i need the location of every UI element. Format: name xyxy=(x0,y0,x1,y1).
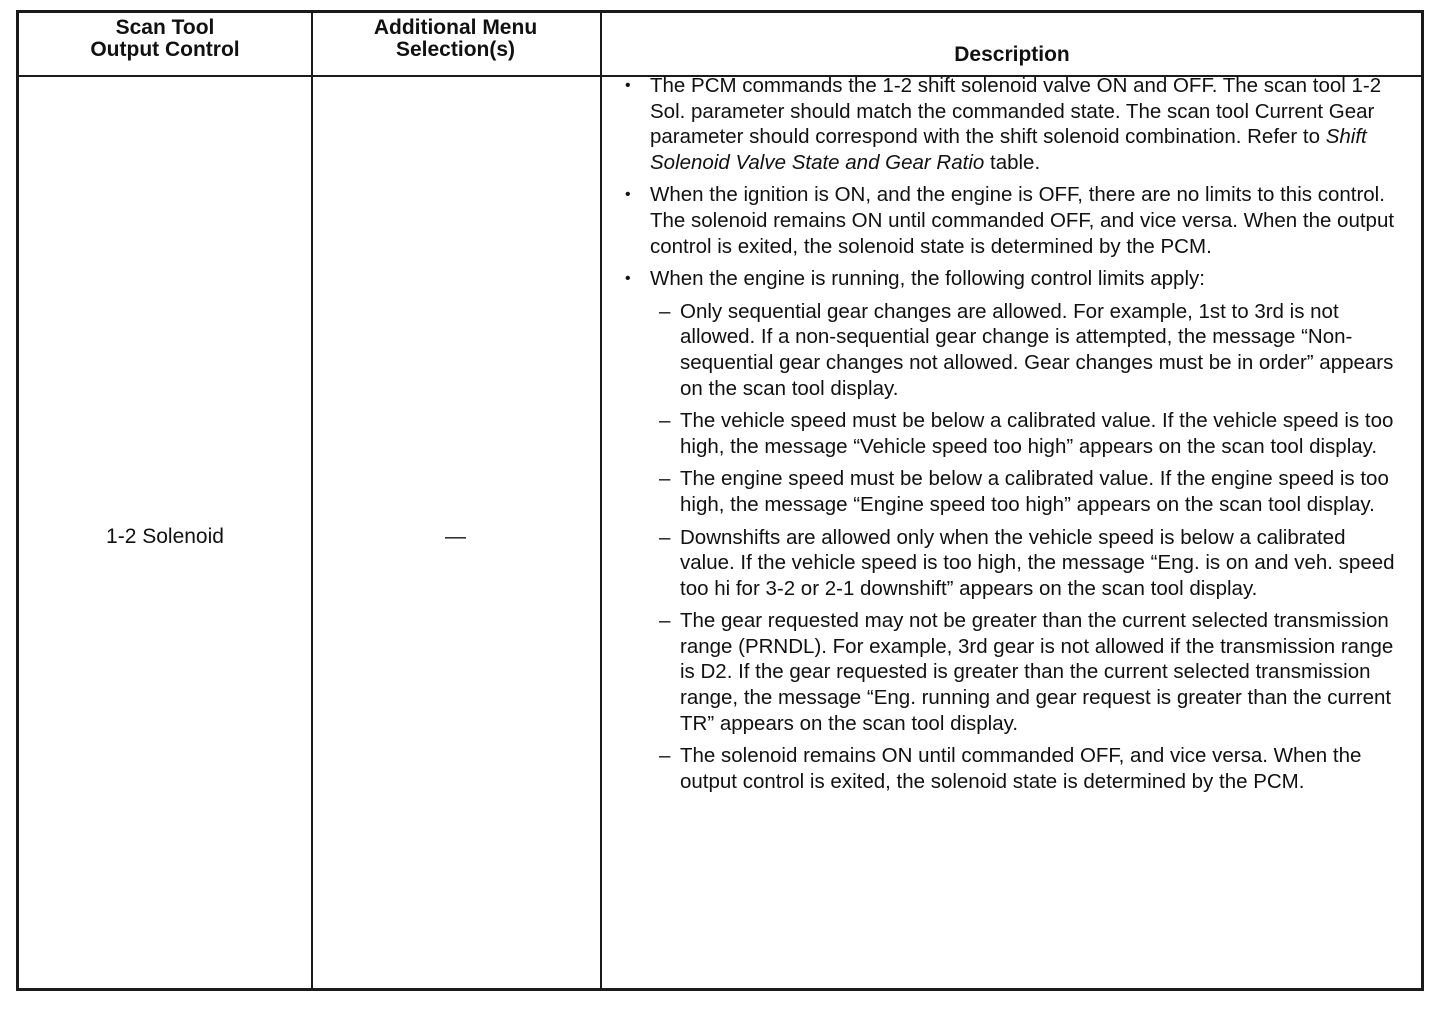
bullet-text: When the ignition is ON, and the engine is OFF, there are no limits to this control. The solenoid remains ON until commanded OFF, and vice versa. When the output control is exited, the solenoid state is determined by the PCM. xyxy=(650,183,1395,258)
header-text: Output Control xyxy=(90,38,240,61)
header-description xyxy=(600,13,1424,75)
dash-mark: – xyxy=(659,744,671,768)
dash-mark: – xyxy=(659,409,671,433)
header-text: Description xyxy=(954,43,1070,66)
column-divider xyxy=(600,13,602,988)
dash-mark: – xyxy=(659,467,671,491)
bullet-text: The PCM commands the 1-2 shift solenoid valve ON and OFF. The scan tool 1-2 Sol. parameter should match the commanded state. The scan tool Current Gear parameter should correspond with the shift solenoid combination. Refer to xyxy=(650,74,1382,149)
bullet-item xyxy=(620,266,1402,292)
sub-item xyxy=(620,466,1402,517)
header-text: Selection(s) xyxy=(395,38,516,61)
table-reference: Shift Solenoid Valve State and Gear Ratio xyxy=(650,125,1367,174)
menu-selection-cell: — xyxy=(445,525,466,548)
description-cell xyxy=(620,73,1402,801)
sub-item xyxy=(620,299,1402,401)
output-control-cell: 1-2 Solenoid xyxy=(106,525,224,548)
header-additional-menu-selections xyxy=(311,13,600,75)
sub-item-text: The gear requested may not be greater than the current selected transmission range (PRNDL). For example, 3rd gear is not allowed if the transmission range is D2. If the gear requested is greater than the current selected transmission range, the message “Eng. running and gear request is greater than the current TR” appears on the scan tool display. xyxy=(680,609,1394,735)
sub-item xyxy=(620,408,1402,459)
bullet-item xyxy=(620,182,1402,259)
dash-mark: – xyxy=(659,609,671,633)
bullet-text: table. xyxy=(984,150,1041,174)
dash-mark: – xyxy=(659,299,671,323)
sub-item-text: Downshifts are allowed only when the vehicle speed is below a calibrated value. If the vehicle speed is too high, the message “Eng. is on and veh. speed too hi for 3-2 or 2-1 downshift” appears on the scan tool display. xyxy=(680,525,1395,600)
header-text: Additional Menu xyxy=(373,16,538,39)
sub-item-text: The vehicle speed must be below a calibrated value. If the vehicle speed is too high, the message “Vehicle speed too high” appears on the scan tool display. xyxy=(680,409,1394,458)
sub-item xyxy=(620,525,1402,602)
dash-mark: – xyxy=(659,525,671,549)
sub-item-text: The solenoid remains ON until commanded OFF, and vice versa. When the output control is exited, the solenoid state is determined by the PCM. xyxy=(680,744,1362,793)
sub-item-text: The engine speed must be below a calibrated value. If the engine speed is too high, the message “Engine speed too high” appears on the scan tool display. xyxy=(680,467,1389,516)
sub-item xyxy=(620,608,1402,736)
header-scan-tool-output-control xyxy=(19,13,311,75)
header-text: Scan Tool xyxy=(115,16,215,39)
column-divider xyxy=(311,13,313,988)
sub-item xyxy=(620,743,1402,794)
sub-item-text: Only sequential gear changes are allowed. For example, 1st to 3rd is not allowed. If a non-sequential gear change is attempted, the message “Non-sequential gear changes not allowed. Gear changes must be in order” appears on the scan tool display. xyxy=(680,299,1394,400)
bullet-mark: • xyxy=(625,186,631,204)
bullet-item xyxy=(620,73,1402,175)
bullet-text: When the engine is running, the following control limits apply: xyxy=(650,267,1205,291)
bullet-mark: • xyxy=(625,270,631,288)
bullet-mark: • xyxy=(625,77,631,94)
